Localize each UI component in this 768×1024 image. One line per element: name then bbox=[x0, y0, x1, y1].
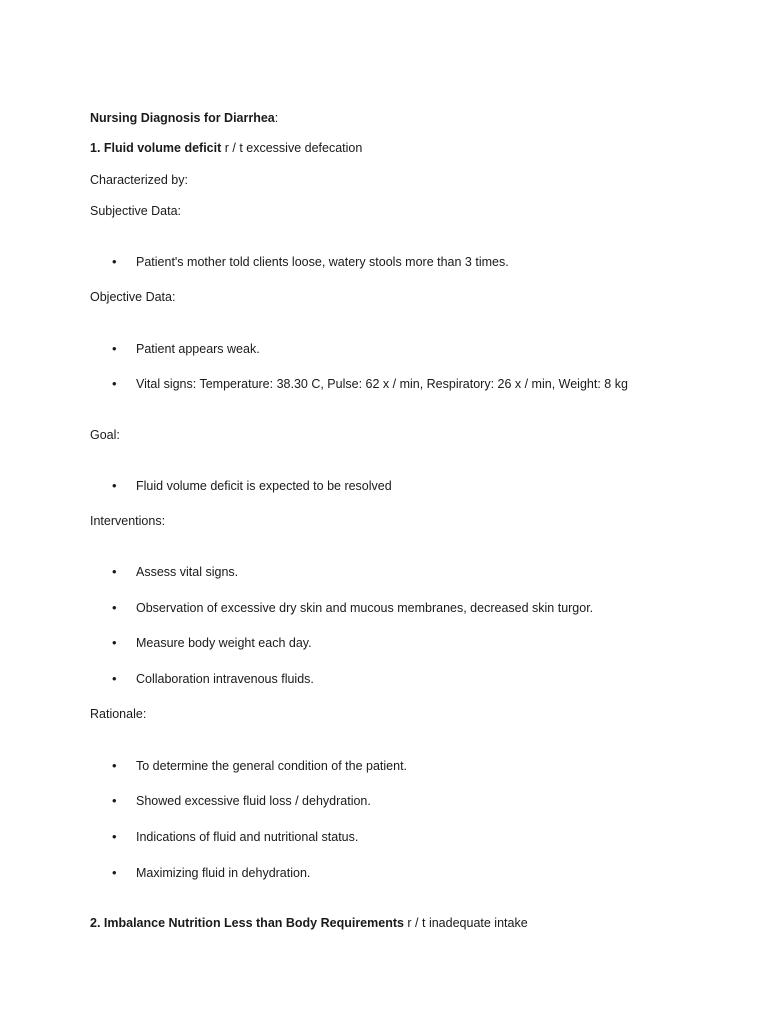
list-item-text: Collaboration intravenous fluids. bbox=[136, 672, 314, 686]
bullet-icon: • bbox=[112, 865, 117, 880]
list-item-text: Vital signs: Temperature: 38.30 C, Pulse: 62 x / min, Respiratory: 26 x / min, Weight: 8 kg bbox=[136, 377, 628, 391]
bullet-icon: • bbox=[112, 600, 117, 615]
subjective-data-label: Subjective Data: bbox=[90, 204, 182, 218]
list-item bbox=[112, 376, 628, 392]
diagnosis-1-heading bbox=[90, 140, 362, 156]
list-item-text: To determine the general condition of the patient. bbox=[136, 759, 408, 773]
list-item-text: Measure body weight each day. bbox=[136, 636, 312, 650]
bullet-icon: • bbox=[112, 564, 117, 579]
diagnosis-1-rest: r / t excessive defecation bbox=[221, 141, 363, 155]
list-item bbox=[112, 793, 371, 809]
list-item bbox=[112, 564, 238, 580]
bullet-icon: • bbox=[112, 793, 117, 808]
list-item bbox=[112, 600, 593, 616]
list-item-text: Maximizing fluid in dehydration. bbox=[136, 866, 311, 880]
diagnosis-2-title: 2. Imbalance Nutrition Less than Body Requirements bbox=[90, 916, 404, 930]
bullet-icon: • bbox=[112, 671, 117, 686]
diagnosis-2-heading bbox=[90, 915, 528, 931]
list-item bbox=[112, 865, 310, 881]
bullet-icon: • bbox=[112, 478, 117, 493]
list-item bbox=[112, 829, 358, 845]
list-item bbox=[112, 478, 392, 494]
list-item-text: Showed excessive fluid loss / dehydration. bbox=[136, 794, 371, 808]
list-item bbox=[112, 671, 314, 687]
rationale-label: Rationale: bbox=[90, 707, 147, 721]
list-item bbox=[112, 758, 407, 774]
characterized-by-label: Characterized by: bbox=[90, 173, 188, 187]
list-item bbox=[112, 635, 312, 651]
interventions-label: Interventions: bbox=[90, 514, 166, 528]
diagnosis-1-title: 1. Fluid volume deficit bbox=[90, 141, 222, 155]
bullet-icon: • bbox=[112, 341, 117, 356]
list-item-text: Indications of fluid and nutritional status. bbox=[136, 830, 359, 844]
diagnosis-2-rest: r / t inadequate intake bbox=[403, 916, 528, 930]
list-item-text: Patient's mother told clients loose, watery stools more than 3 times. bbox=[136, 255, 509, 269]
list-item-text: Fluid volume deficit is expected to be resolved bbox=[136, 479, 392, 493]
list-item-text: Patient appears weak. bbox=[136, 342, 260, 356]
goal-label: Goal: bbox=[90, 428, 120, 442]
list-item-text: Assess vital signs. bbox=[136, 565, 239, 579]
bullet-icon: • bbox=[112, 254, 117, 269]
page-heading bbox=[90, 110, 278, 126]
bullet-icon: • bbox=[112, 758, 117, 773]
objective-data-label: Objective Data: bbox=[90, 290, 176, 304]
bullet-icon: • bbox=[112, 829, 117, 844]
list-item bbox=[112, 254, 509, 270]
list-item-text: Observation of excessive dry skin and mucous membranes, decreased skin turgor. bbox=[136, 601, 594, 615]
bullet-icon: • bbox=[112, 635, 117, 650]
heading-text: Nursing Diagnosis for Diarrhea bbox=[90, 111, 275, 125]
heading-colon: : bbox=[274, 111, 279, 125]
bullet-icon: • bbox=[112, 376, 117, 391]
list-item bbox=[112, 341, 260, 357]
